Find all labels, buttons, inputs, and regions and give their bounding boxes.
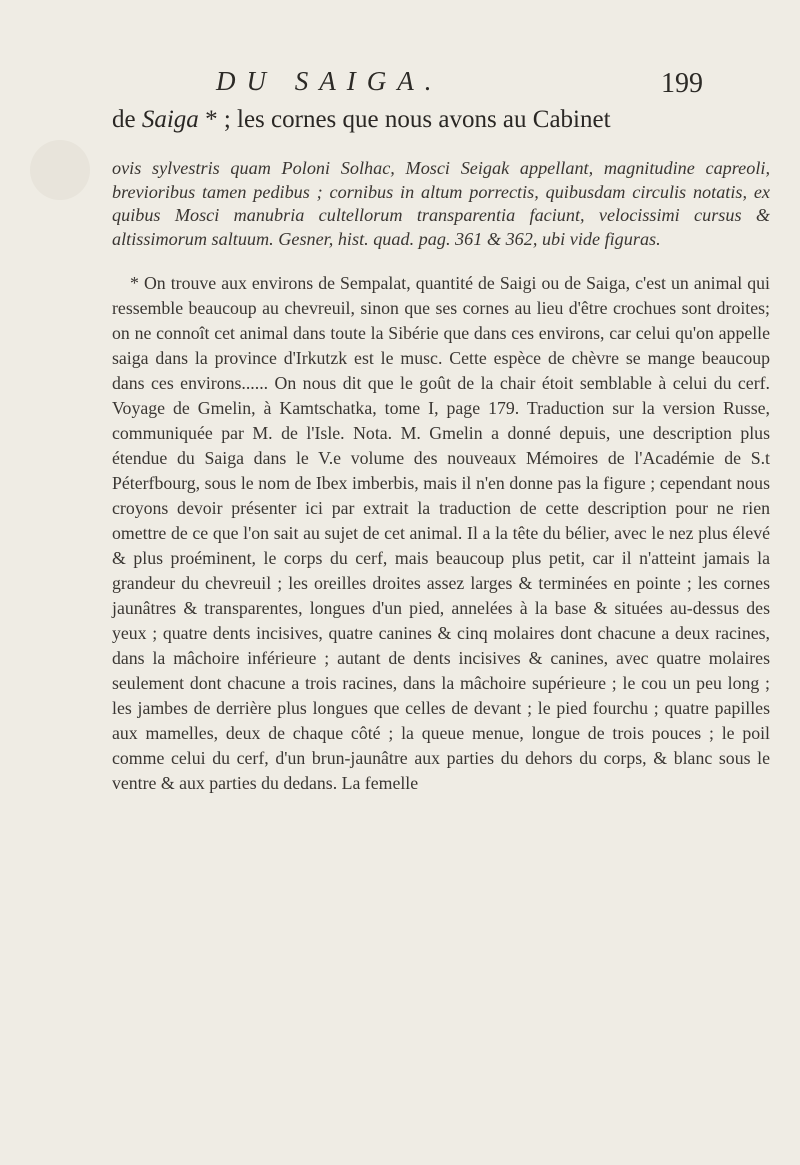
- main-text-line: [112, 104, 772, 136]
- main-text-prefix: de: [112, 106, 142, 133]
- french-footnote-text: * On trouve aux environs de Sempalat, quantité de Saigi ou de Saiga, c'est un animal qui ressemble beaucoup au chevreuil, sinon que ses cornes au lieu d'être crochues sont droites; on ne connoît cet animal dans toute la Sibérie que dans ces environs, car celui qu'on appelle saiga dans la province d'Irkutzk est le musc. Cette espèce de chèvre se mange beaucoup dans ces environs...... On nous dit que le goût de la chair étoit semblable à celui du cerf. Voyage de Gmelin, à Kamtschatka, tome I, page 179. Traduction sur la version Russe, communiquée par M. de l'Isle. Nota. M. Gmelin a donné depuis, une description plus étendue du Saiga dans le V.e volume des nouveaux Mémoires de l'Académie de S.t Péterfbourg, sous le nom de Ibex imberbis, mais il n'en donne pas la figure ; cependant nous croyons devoir présenter ici par extrait la traduction de cette description pour ne rien omettre de ce que l'on sait au sujet de cet animal. Il a la tête du bélier, avec le nez plus élevé & plus proéminent, le corps du cerf, mais beaucoup plus petit, car il n'atteint jamais la grandeur du chevreuil ; les oreilles droites assez larges & terminées en pointe ; les cornes jaunâtres & transparentes, longues d'un pied, annelées à la base & situées au-dessus des yeux ; quatre dents incisives, quatre canines & cinq molaires dont chacune a deux racines, dans la mâchoire inférieure ; autant de dents incisives & canines, avec quatre molaires seulement dont chacune a trois racines, dans la mâchoire supérieure ; le cou un peu long ; les jambes de derrière plus longues que celles de devant ; le pied fourchu ; quatre papilles aux mamelles, deux de chaque côté ; la queue menue, longue de trois pouces ; le poil comme celui du cerf, d'un brun-jaunâtre aux parties du dehors du corps, & blanc sous le ventre & aux parties du dedans. La femelle: [112, 273, 770, 793]
- latin-footnote: ovis sylvestris quam Poloni Solhac, Mosci Seigak appellant, magnitudine capreoli, brevioribus tamen pedibus ; cornibus in altum porrectis, quibusdam circulis notatis, ex quibus Mosci manubria cultellorum transparentia faciunt, velocissimi cursus & altissimorum saltuum. Gesner, hist. quad. pag. 361 & 362, ubi vide figuras.: [112, 158, 770, 249]
- footnote-marker: * ;: [198, 106, 238, 133]
- main-text-italic: Saiga: [141, 106, 199, 133]
- main-text-rest: les cornes que nous avons au Cabinet: [237, 106, 611, 133]
- running-title: DU SAIGA.: [216, 66, 443, 96]
- paper-stain: [30, 140, 90, 200]
- page-number: 199: [661, 68, 703, 99]
- french-footnote: [112, 271, 770, 796]
